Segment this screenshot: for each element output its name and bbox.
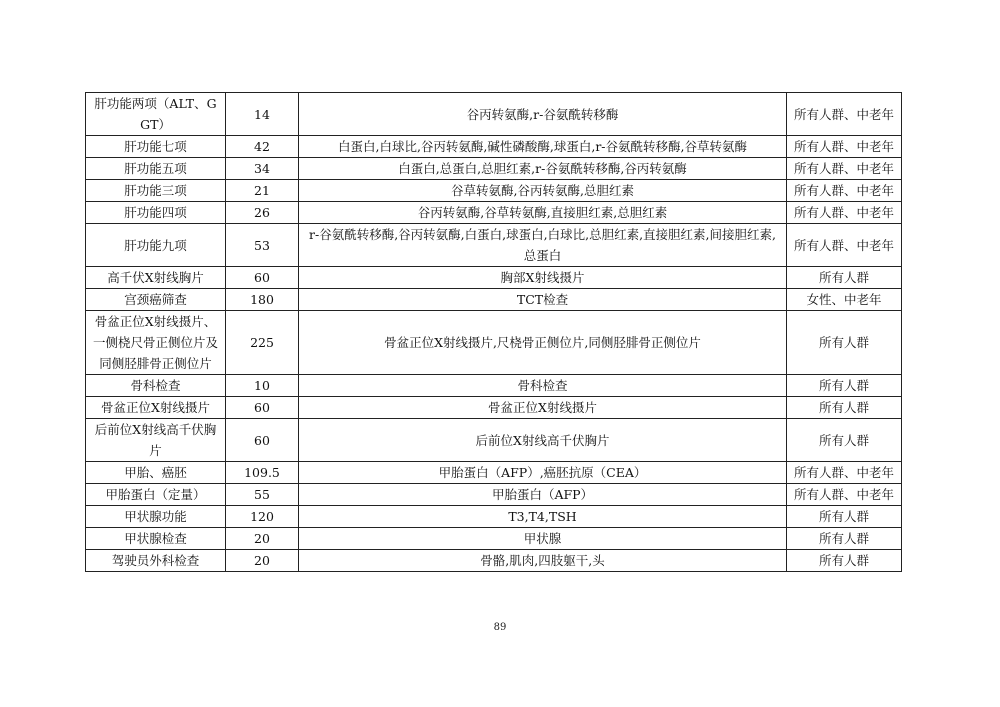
item-name-cell: 甲胎、癌胚 (86, 462, 226, 484)
table-row (86, 224, 902, 267)
content-cell: 骨骼,肌肉,四肢躯干,头 (299, 550, 787, 572)
population-cell: 所有人群 (787, 528, 902, 550)
item-name-cell: 骨盆正位X射线摄片 (86, 397, 226, 419)
population-cell: 所有人群、中老年 (787, 202, 902, 224)
population-cell: 女性、中老年 (787, 289, 902, 311)
population-cell: 所有人群 (787, 397, 902, 419)
table-row (86, 375, 902, 397)
content-cell: 骨盆正位X射线摄片 (299, 397, 787, 419)
table-row (86, 484, 902, 506)
content-cell: 谷丙转氨酶,r-谷氨酰转移酶 (299, 93, 787, 136)
price-cell: 120 (226, 506, 299, 528)
content-cell: 骨科检查 (299, 375, 787, 397)
population-cell: 所有人群、中老年 (787, 158, 902, 180)
price-cell: 20 (226, 528, 299, 550)
content-cell: r-谷氨酰转移酶,谷丙转氨酶,白蛋白,球蛋白,白球比,总胆红素,直接胆红素,间接胆红素,总蛋白 (299, 224, 787, 267)
content-cell: 白蛋白,白球比,谷丙转氨酶,碱性磷酸酶,球蛋白,r-谷氨酰转移酶,谷草转氨酶 (299, 136, 787, 158)
table-row (86, 267, 902, 289)
table-row (86, 462, 902, 484)
item-name-cell: 宫颈癌筛查 (86, 289, 226, 311)
item-name-cell: 肝功能五项 (86, 158, 226, 180)
population-cell: 所有人群、中老年 (787, 484, 902, 506)
population-cell: 所有人群、中老年 (787, 462, 902, 484)
content-cell: 谷草转氨酶,谷丙转氨酶,总胆红素 (299, 180, 787, 202)
item-name-cell: 肝功能两项（ALT、GGT） (86, 93, 226, 136)
population-cell: 所有人群 (787, 506, 902, 528)
item-name-cell: 肝功能三项 (86, 180, 226, 202)
price-cell: 26 (226, 202, 299, 224)
price-cell: 225 (226, 311, 299, 375)
price-cell: 53 (226, 224, 299, 267)
content-cell: 甲胎蛋白（AFP） (299, 484, 787, 506)
table-row (86, 158, 902, 180)
price-cell: 60 (226, 267, 299, 289)
table-row (86, 311, 902, 375)
item-name-cell: 肝功能七项 (86, 136, 226, 158)
table-row (86, 550, 902, 572)
price-cell: 60 (226, 419, 299, 462)
item-name-cell: 肝功能九项 (86, 224, 226, 267)
item-name-cell: 甲胎蛋白（定量） (86, 484, 226, 506)
item-name-cell: 骨盆正位X射线摄片、一侧桡尺骨正侧位片及同侧胫腓骨正侧位片 (86, 311, 226, 375)
table-row (86, 93, 902, 136)
price-cell: 180 (226, 289, 299, 311)
content-cell: 甲胎蛋白（AFP）,癌胚抗原（CEA） (299, 462, 787, 484)
table-row (86, 180, 902, 202)
content-cell: 骨盆正位X射线摄片,尺桡骨正侧位片,同侧胫腓骨正侧位片 (299, 311, 787, 375)
price-cell: 14 (226, 93, 299, 136)
item-name-cell: 后前位X射线高千伏胸片 (86, 419, 226, 462)
price-cell: 60 (226, 397, 299, 419)
population-cell: 所有人群 (787, 550, 902, 572)
content-cell: 白蛋白,总蛋白,总胆红素,r-谷氨酰转移酶,谷丙转氨酶 (299, 158, 787, 180)
population-cell: 所有人群 (787, 375, 902, 397)
table-row (86, 202, 902, 224)
price-cell: 42 (226, 136, 299, 158)
table-row (86, 289, 902, 311)
population-cell: 所有人群、中老年 (787, 180, 902, 202)
item-name-cell: 肝功能四项 (86, 202, 226, 224)
price-cell: 10 (226, 375, 299, 397)
item-name-cell: 骨科检查 (86, 375, 226, 397)
table-row (86, 506, 902, 528)
content-cell: 胸部X射线摄片 (299, 267, 787, 289)
price-cell: 109.5 (226, 462, 299, 484)
price-cell: 34 (226, 158, 299, 180)
exam-items-table (85, 92, 902, 572)
item-name-cell: 高千伏X射线胸片 (86, 267, 226, 289)
price-cell: 20 (226, 550, 299, 572)
table-row (86, 528, 902, 550)
table-row (86, 397, 902, 419)
table-row (86, 419, 902, 462)
item-name-cell: 甲状腺功能 (86, 506, 226, 528)
population-cell: 所有人群 (787, 311, 902, 375)
population-cell: 所有人群、中老年 (787, 224, 902, 267)
population-cell: 所有人群 (787, 419, 902, 462)
content-cell: 甲状腺 (299, 528, 787, 550)
content-cell: 后前位X射线高千伏胸片 (299, 419, 787, 462)
population-cell: 所有人群、中老年 (787, 136, 902, 158)
table-row (86, 136, 902, 158)
population-cell: 所有人群 (787, 267, 902, 289)
price-cell: 55 (226, 484, 299, 506)
content-cell: T3,T4,TSH (299, 506, 787, 528)
page-number: 89 (493, 622, 507, 633)
item-name-cell: 驾驶员外科检查 (86, 550, 226, 572)
population-cell: 所有人群、中老年 (787, 93, 902, 136)
table-body (86, 93, 902, 572)
content-cell: TCT检查 (299, 289, 787, 311)
price-cell: 21 (226, 180, 299, 202)
item-name-cell: 甲状腺检查 (86, 528, 226, 550)
content-cell: 谷丙转氨酶,谷草转氨酶,直接胆红素,总胆红素 (299, 202, 787, 224)
